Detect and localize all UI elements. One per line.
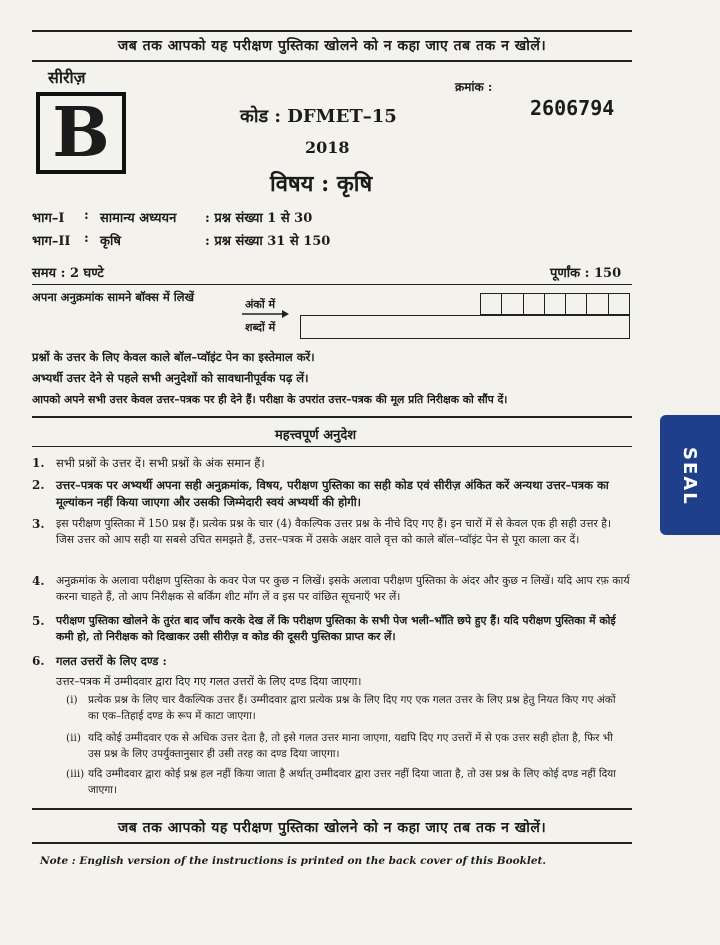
instruction-number: 3. [32,517,45,531]
subject-title: विषय : कृषि [270,171,373,197]
important-rule [32,416,632,418]
top-banner-rule [32,60,632,62]
bottom-banner: जब तक आपको यह परीक्षण पुस्तिका खोलने को न कहा जाए तब तक न खोलें। [117,820,547,836]
series-label: सीरीज़ [48,68,86,87]
digit-box[interactable] [609,294,629,314]
part-1-range: : प्रश्न संख्या 1 से 30 [205,211,313,226]
instruction-text: गलत उत्तरों के लिए दण्ड : [56,654,167,668]
general-line-1: प्रश्नों के उत्तर के लिए केवल काले बॉल–प्वॉइंट पेन का इस्तेमाल करें। [32,350,315,364]
arrow-icon [240,309,290,319]
roll-section-rule [32,284,632,285]
instruction-text: अनुक्रमांक के अलावा परीक्षण पुस्तिका के कवर पेज पर कुछ न लिखें। इसके अलावा परीक्षण पुस्तिका के अंदर और कुछ न लिखें। यदि आप रफ़ कार्य करना चाहते हैं, तो आप निरीक्षक से बर्किंग शीट माँग लें व इस पर वांछित सूचनाएँ भर लें। [56,574,630,603]
penalty-item-text: प्रत्येक प्रश्न के लिए चार वैकल्पिक उत्तर हैं। उम्मीदवार द्वारा प्रत्येक प्रश्न के लिए दिए गए एक गलत उत्तर के लिए प्रश्न हेतु नियत किए गए अंकों का एक–तिहाई दण्ड के रूप में काटा जाएगा। [88,694,616,722]
roll-number-words-box[interactable] [300,315,630,339]
bottom-rule [32,808,632,810]
instruction-number: 4. [32,574,45,588]
in-words-label: शब्दों में [245,321,276,334]
instruction-2 [32,477,632,511]
part-2-label: भाग–II [32,234,71,249]
part-2-name: कृषि [100,234,121,249]
serial-number: 2606794 [530,96,615,120]
bottom-banner-rule [32,842,632,844]
part-2-range: : प्रश्न संख्या 31 से 150 [205,234,331,249]
instruction-4 [32,573,632,605]
instruction-number: 5. [32,614,45,628]
important-heading: महत्त्वपूर्ण अनुदेश [275,428,357,443]
english-note: Note : English version of the instructions is printed on the back cover of this Booklet. [40,855,547,867]
seal-label: SEAL [679,447,700,506]
exam-time: समय : 2 घण्टे [32,266,104,281]
seal-tab [660,415,720,535]
penalty-item-3 [66,766,626,798]
penalty-intro: उत्तर–पत्रक में उम्मीदवार द्वारा दिए गए गलत उत्तरों के लिए दण्ड दिया जाएगा। [56,675,362,688]
penalty-item-text: यदि कोई उम्मीदवार एक से अधिक उत्तर देता है, तो इसे गलत उत्तर माना जाएगा, यद्यपि दिए गए उत्तरों में से एक उत्तर सही होता है, फिर भी उस प्रश्न के लिए उपर्युक्तानुसार ही उसी तरह का दण्ड दिया जाएगा। [88,732,613,760]
top-rule [32,30,632,32]
digit-box[interactable] [524,294,545,314]
digit-box[interactable] [481,294,502,314]
instruction-text: परीक्षण पुस्तिका खोलने के तुरंत बाद जाँच करके देख लें कि परीक्षण पुस्तिका के सभी पेज भली–भाँति छपे हुए हैं। यदि परीक्षण पुस्तिका में कोई कमी हो, तो निरीक्षक को दिखाकर उसी सीरीज़ व कोड की दूसरी पुस्तिका प्राप्त कर लें। [56,614,616,643]
penalty-item-2 [66,730,626,762]
penalty-item-1 [66,692,626,724]
booklet-code: कोड : DFMET–15 [240,106,397,127]
instruction-text: सभी प्रश्नों के उत्तर दें। सभी प्रश्नों के अंक समान हैं। [56,456,265,470]
penalty-item-number: (iii) [66,768,85,780]
part-2-sep: : [84,231,89,246]
exam-year: 2018 [305,138,350,157]
important-heading-rule [32,446,632,447]
digit-box[interactable] [587,294,608,314]
digit-box[interactable] [502,294,523,314]
series-letter: B [52,93,110,173]
penalty-item-text: यदि उम्मीदवार द्वारा कोई प्रश्न हल नहीं किया जाता है अर्थात् उम्मीदवार द्वारा उत्तर नहीं दिया जाता है, तो उस प्रश्न के लिए कोई दण्ड नहीं दिया जाएगा। [88,768,616,796]
instruction-3 [32,516,632,548]
general-line-3: आपको अपने सभी उत्तर केवल उत्तर–पत्रक पर ही देने हैं। परीक्षा के उपरांत उत्तर–पत्रक की मूल प्रति निरीक्षक को सौंप दें। [32,393,508,406]
in-digits-label: अंकों में [245,298,276,311]
instruction-6 [32,653,632,670]
general-line-2: अभ्यर्थी उत्तर देने से पहले सभी अनुदेशों को सावधानीपूर्वक पढ़ लें। [32,371,309,385]
part-1-label: भाग–I [32,211,65,226]
penalty-item-number: (ii) [66,732,81,744]
instruction-1 [32,455,632,472]
roll-number-digit-boxes[interactable] [480,293,630,315]
penalty-item-number: (i) [66,694,78,706]
part-1-sep: : [84,208,89,223]
digit-box[interactable] [566,294,587,314]
instruction-text: उत्तर–पत्रक पर अभ्यर्थी अपना सही अनुक्रमांक, विषय, परीक्षण पुस्तिका का सही कोड एवं सीरीज़ अंकित करें अन्यथा उत्तर–पत्रक का मूल्यांकन नहीं किया जाएगा और उसकी जिम्मेदारी स्वयं अभ्यर्थी की होगी। [56,478,609,509]
roll-number-label: अपना अनुक्रमांक सामने बॉक्स में लिखें [32,290,194,304]
instruction-number: 2. [32,478,45,492]
part-1-name: सामान्य अध्ययन [100,211,177,226]
full-marks: पूर्णांक : 150 [550,266,622,281]
digit-box[interactable] [545,294,566,314]
instruction-text: इस परीक्षण पुस्तिका में 150 प्रश्न हैं। प्रत्येक प्रश्न के चार (4) वैकल्पिक उत्तर प्रश्न के नीचे दिए गए हैं। इन चारों में से केवल एक ही सही उत्तर है। जिस उत्तर को आप सही या सबसे उचित समझते हैं, उत्तर–पत्रक में उसके अक्षर वाले वृत्त को काले बॉल–प्वॉइंट पेन से पूरा काला कर दें। [56,517,612,546]
instruction-5 [32,613,632,645]
top-banner: जब तक आपको यह परीक्षण पुस्तिका खोलने को न कहा जाए तब तक न खोलें। [117,38,547,54]
serial-label: क्रमांक : [455,80,493,94]
instruction-number: 1. [32,456,45,470]
instruction-number: 6. [32,654,45,668]
series-box [36,92,126,174]
